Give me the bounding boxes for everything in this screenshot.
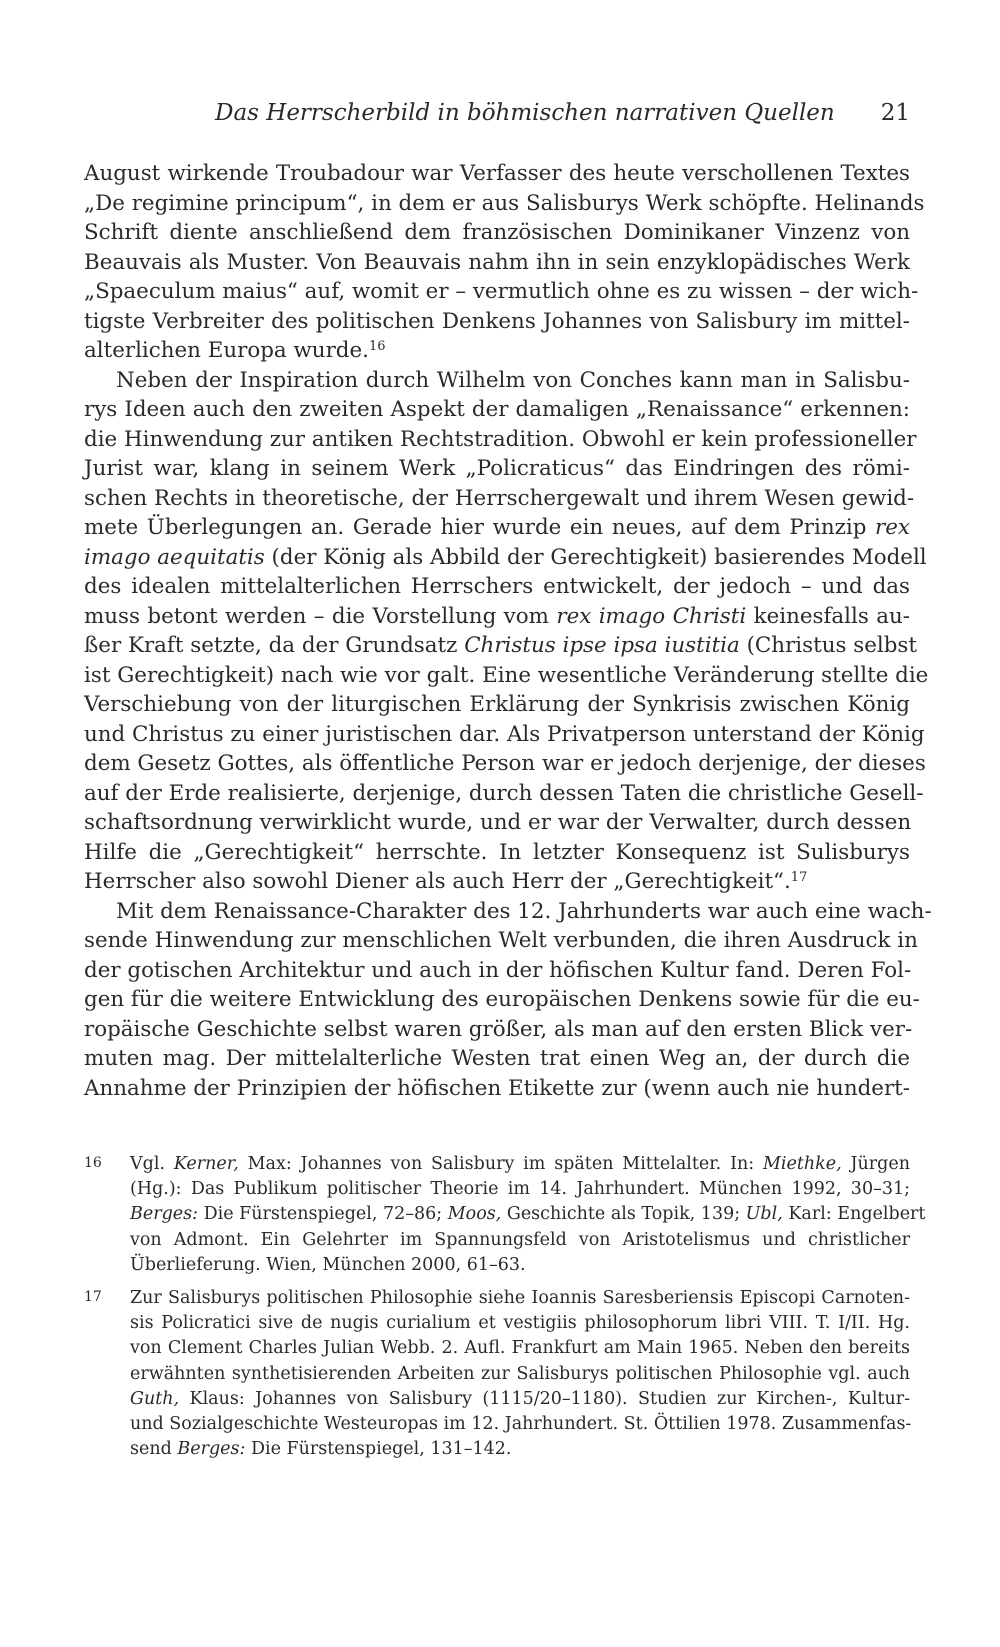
footnote-line: von Admont. Ein Gelehrter im Spannungsfeld von Aristotelismus und christlicher: [130, 1229, 910, 1250]
text-line: dem Gesetz Gottes, als öffentliche Person war er jedoch derjenige, der dieses: [84, 751, 926, 776]
author-name: Guth,: [130, 1388, 180, 1409]
author-name: Ubl,: [745, 1204, 783, 1225]
text-line: [84, 513, 910, 543]
footnote-line: Zur Salisburys politischen Philosophie siehe Ioannis Saresberiensis Episcopi Carnoten-: [130, 1287, 910, 1308]
footnote-line: (Hg.): Das Publikum politischer Theorie im 14. Jahrhundert. München 1992, 30–31;: [130, 1179, 910, 1200]
text-fragment: muss betont werden – die Vorstellung vom: [84, 603, 557, 629]
text-line: Neben der Inspiration durch Wilhelm von Conches kann man in Salisbu-: [116, 367, 910, 393]
text-line: und Christus zu einer juristischen dar. Als Privatperson unterstand der König: [84, 721, 925, 747]
footnote-number: 16: [84, 1155, 102, 1171]
text-fragment: Karl: Engelbert: [782, 1204, 926, 1225]
text-line: Beauvais als Muster. Von Beauvais nahm ihn in sein enzyklopädisches Werk: [84, 249, 910, 275]
footnote-17: [84, 1286, 910, 1462]
text-line: gen für die weitere Entwicklung des europäischen Denkens sowie für die eu-: [84, 987, 920, 1012]
text-line: die Hinwendung zur antiken Rechtstradition. Obwohl er kein professioneller: [84, 426, 917, 452]
text-line: des idealen mittelalterlichen Herrschers entwickelt, der jedoch – und das: [84, 574, 910, 599]
latin-term: imago aequitatis: [84, 544, 265, 570]
text-fragment: Herrscher also sowohl Diener als auch Herr der „Gerechtigkeit“.: [84, 869, 791, 894]
author-name: Berges:: [177, 1439, 246, 1460]
text-line: der gotischen Architektur und auch in der höfischen Kultur fand. Deren Fol-: [84, 957, 912, 983]
text-line: auf der Erde realisierte, derjenige, durch dessen Taten die christliche Gesell-: [84, 780, 924, 806]
text-line: „Spaeculum maius“ auf, womit er – vermutlich ohne es zu wissen – der wich-: [84, 279, 919, 304]
footnote-line: [130, 1387, 910, 1412]
text-fragment: Klaus: Johannes von Salisbury (1115/20–1180). Studien zur Kirchen-, Kultur-: [179, 1388, 910, 1409]
text-line: „De regimine principum“, in dem er aus Salisburys Werk schöpfte. Helinands: [84, 190, 925, 216]
text-fragment: mete Überlegungen an. Gerade hier wurde ein neues, auf dem Prinzip: [84, 515, 876, 540]
latin-term: Christus ipse ipsa iustitia: [464, 633, 740, 658]
footnote-line: Überlieferung. Wien, München 2000, 61–63.: [130, 1254, 526, 1275]
text-line: rys Ideen auch den zweiten Aspekt der damaligen „Renaissance“ erkennen:: [84, 397, 910, 422]
text-line: ropäische Geschichte selbst waren größer, als man auf den ersten Blick ver-: [84, 1016, 913, 1042]
text-line: [84, 631, 918, 661]
text-fragment: Vgl.: [130, 1154, 174, 1174]
footnote-line: und Sozialgeschichte Westeuropas im 12. Jahrhundert. St. Öttilien 1978. Zusammenfas-: [130, 1413, 912, 1434]
footnote-ref-16[interactable]: 16: [368, 339, 386, 354]
text-line: [84, 867, 910, 897]
text-fragment: Die Fürstenspiegel, 72–86;: [198, 1204, 448, 1225]
text-line: Jurist war, klang in seinem Werk „Policraticus“ das Eindringen des römi-: [84, 456, 910, 481]
text-fragment: alterlichen Europa wurde.: [84, 338, 369, 363]
author-name: Moos,: [447, 1204, 502, 1225]
footnote-16: [84, 1152, 926, 1278]
main-text: [84, 159, 932, 1103]
text-line: August wirkende Troubadour war Verfasser des heute verschollenen Textes: [84, 161, 910, 186]
text-fragment: (Christus selbst: [739, 633, 918, 658]
text-line: [84, 543, 927, 573]
text-fragment: (der König als Abbild der Gerechtigkeit) basierendes Modell: [264, 544, 927, 570]
text-line: schen Rechts in theoretische, der Herrschergewalt und ihrem Wesen gewid-: [84, 485, 915, 511]
text-fragment: send: [130, 1439, 178, 1460]
footnote-ref-17[interactable]: 17: [790, 870, 808, 885]
text-fragment: Jürgen: [841, 1154, 910, 1174]
text-line: [84, 602, 910, 632]
text-fragment: Die Fürstenspiegel, 131–142.: [245, 1439, 512, 1460]
text-line: sende Hinwendung zur menschlichen Welt verbunden, die ihren Ausdruck in: [84, 928, 918, 953]
text-line: [84, 336, 910, 366]
footnote-line: [130, 1437, 910, 1462]
author-name: Berges:: [130, 1204, 199, 1225]
page-number: 21: [880, 100, 910, 126]
latin-term: rex imago Christi: [556, 603, 747, 629]
text-line: tigste Verbreiter des politischen Denkens Johannes von Salisbury im mittel-: [84, 308, 910, 334]
footnote-line: [130, 1202, 926, 1227]
text-line: Annahme der Prinzipien der höfischen Etikette zur (wenn auch nie hundert-: [84, 1075, 910, 1101]
text-line: Verschiebung von der liturgischen Erklärung der Synkrisis zwischen König: [84, 692, 910, 717]
footnote-line: erwähnten synthetisierenden Arbeiten zur Salisburys politischen Philosophie vgl. auch: [130, 1363, 910, 1384]
page-header: [84, 96, 910, 130]
footnote-number: 17: [84, 1288, 102, 1305]
text-line: Schrift diente anschließend dem französischen Dominikaner Vinzenz von: [84, 220, 910, 245]
text-line: schaftsordnung verwirklicht wurde, und er war der Verwalter, durch dessen: [84, 810, 912, 835]
text-fragment: Max: Johannes von Salisbury im späten Mittelalter. In:: [238, 1154, 763, 1174]
text-line: muten mag. Der mittelalterliche Westen trat einen Weg an, der durch die: [84, 1046, 910, 1071]
text-line: ist Gerechtigkeit) nach wie vor galt. Eine wesentliche Veränderung stellte die: [84, 662, 929, 688]
text-fragment: Geschichte als Topik, 139;: [501, 1204, 746, 1225]
running-title: Das Herrscherbild in böhmischen narrativen Quellen: [215, 100, 835, 126]
author-name: Miethke,: [762, 1154, 842, 1174]
author-name: Kerner,: [173, 1154, 239, 1174]
text-line: Mit dem Renaissance-Charakter des 12. Jahrhunderts war auch eine wach-: [116, 898, 932, 924]
footnote-line: sis Policratici sive de nugis curialium et vestigiis philosophorum libri VIII. T. I/II. Hg.: [130, 1313, 910, 1334]
latin-term: rex: [875, 515, 910, 540]
footnote-line: von Clement Charles Julian Webb. 2. Aufl. Frankfurt am Main 1965. Neben den bereits: [130, 1338, 910, 1359]
text-line: Hilfe die „Gerechtigkeit“ herrschte. In letzter Konsequenz ist Sulisburys: [84, 839, 910, 865]
footnotes: [84, 1152, 926, 1462]
footnote-line: [130, 1152, 910, 1177]
text-fragment: keinesfalls au-: [746, 603, 910, 629]
text-fragment: ßer Kraft setzte, da der Grundsatz: [84, 633, 465, 658]
